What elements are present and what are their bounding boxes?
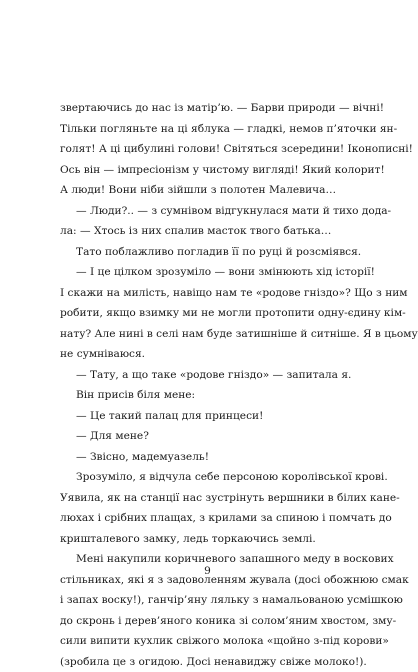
text-line: Тато поблажливо погладив її по руці й розсміявся.	[60, 242, 360, 263]
text-line: Мені накупили коричневого запашного меду в воскових	[60, 549, 360, 570]
text-line: не сумніваюся.	[60, 344, 360, 365]
text-line: робити, якщо взимку ми не могли протопити одну-єдину кім-	[60, 303, 360, 324]
text-line: стільниках, які я з задоволенням жувала (досі обожнюю смак	[60, 570, 360, 591]
text-line: Ось він — імпресіонізм у чистому вигляді! Який колорит!	[60, 160, 360, 181]
text-line: ла: — Хтось із них спалив масток твого батька…	[60, 221, 360, 242]
text-line: нату? Але нині в селі нам буде затишніше й ситніше. Я в цьому	[60, 324, 360, 345]
text-line: кришталевого замку, ледь торкаючись землі.	[60, 529, 360, 550]
text-line: — Люди?.. — з сумнівом відгукнулася мати й тихо дода-	[60, 201, 360, 222]
body-text	[60, 98, 360, 672]
text-line: до скронь і дерев’яного коника зі солом’яним хвостом, зму-	[60, 611, 360, 632]
text-line: і запах воску!), ганчір’яну ляльку з намальованою усмішкою	[60, 590, 360, 611]
text-line: звертаючись до нас із матір’ю. — Барви природи — вічні!	[60, 98, 360, 119]
text-line: Він присів біля мене:	[60, 385, 360, 406]
text-line: голят! А ці цибулині голови! Світяться зсередини! Іконописні!	[60, 139, 360, 160]
text-line: сили випити кухлик свіжого молока «щойно з-під корови»	[60, 631, 360, 652]
text-line: (зробила це з огидою. Досі ненавиджу свіже молоко!).	[60, 652, 360, 672]
text-line: — Тату, а що таке «родове гніздо» — запитала я.	[60, 365, 360, 386]
text-line: А люди! Вони ніби зійшли з полотен Малевича…	[60, 180, 360, 201]
text-line: — І це цілком зрозуміло — вони змінюють хід історії!	[60, 262, 360, 283]
text-line: — Для мене?	[60, 426, 360, 447]
page-number: 9	[0, 565, 415, 577]
text-line: люхах і срібних плащах, з крилами за спиною і помчать до	[60, 508, 360, 529]
text-line: — Це такий палац для принцеси!	[60, 406, 360, 427]
text-line: Тільки погляньте на ці яблука — гладкі, немов п’яточки ян-	[60, 119, 360, 140]
text-line: І скажи на милість, навіщо нам те «родове гніздо»? Що з ним	[60, 283, 360, 304]
text-line: Зрозуміло, я відчула себе персоною королівської крові.	[60, 467, 360, 488]
text-line: — Звісно, мадемуазель!	[60, 447, 360, 468]
text-line: Уявила, як на станції нас зустрінуть вершники в білих кане-	[60, 488, 360, 509]
